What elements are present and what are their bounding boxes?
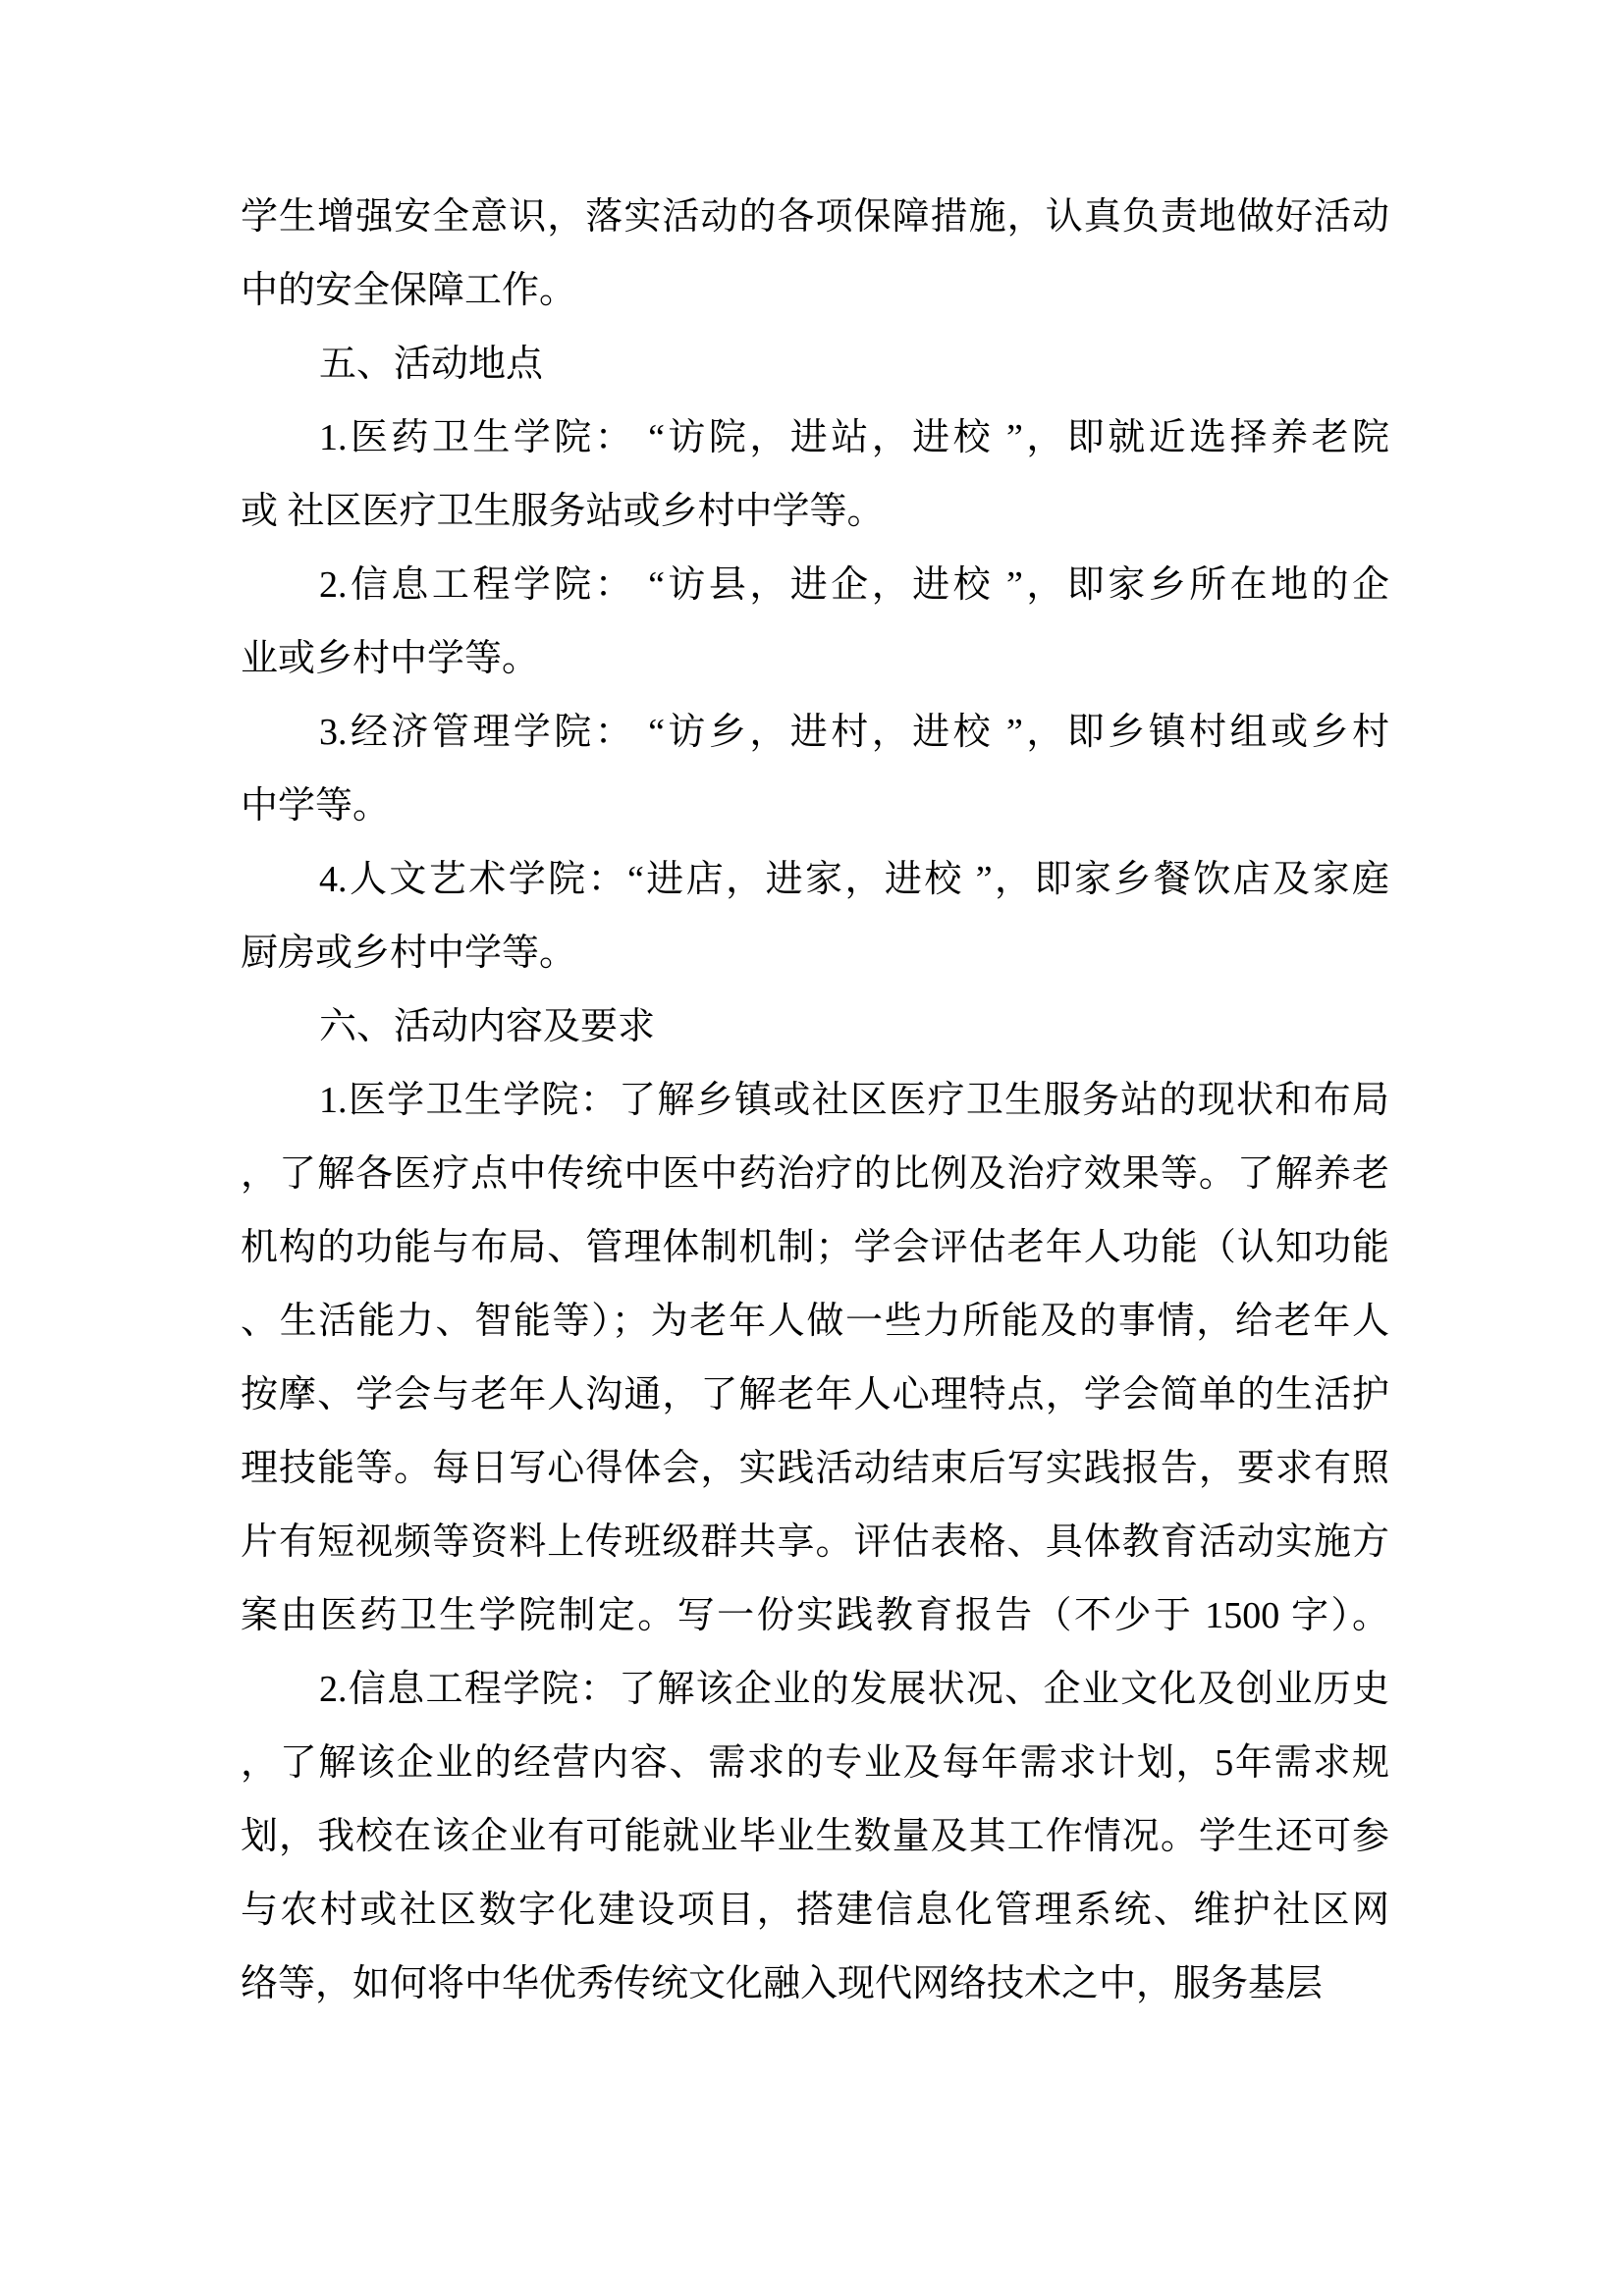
- text-line-4: 1.医药卫生学院： “访院，进站，进校 ”，即就近选择养老院: [319, 417, 1389, 458]
- text-line-11: 厨房或乡村中学等。: [241, 933, 577, 974]
- text-line-14: ，了解各医疗点中传统中医中药治疗的比例及治疗效果等。了解养老: [241, 1153, 1389, 1195]
- text-line-2: 中的安全保障工作。: [241, 270, 577, 311]
- text-line-1: 学生增强安全意识，落实活动的各项保障措施，认真负责地做好活动: [241, 196, 1389, 238]
- text-line-20: 案由医药卫生学院制定。写一份实践教育报告（不少于 1500 字）。: [241, 1595, 1389, 1636]
- text-line-9: 中学等。: [241, 785, 391, 827]
- section-heading-5: 五、活动地点: [319, 344, 544, 385]
- text-line-19: 片有短视频等资料上传班级群共享。评估表格、具体教育活动实施方: [241, 1522, 1389, 1563]
- document-text-block: [241, 181, 1389, 2021]
- text-line-22: ，了解该企业的经营内容、需求的专业及每年需求计划，5年需求规: [241, 1742, 1389, 1784]
- text-line-24: 与农村或社区数字化建设项目，搭建信息化管理系统、维护社区网: [241, 1890, 1389, 1931]
- text-line-18: 理技能等。每日写心得体会，实践活动结束后写实践报告，要求有照: [241, 1448, 1389, 1489]
- text-line-10: 4.人文艺术学院：“进店，进家，进校 ”，即家乡餐饮店及家庭: [319, 859, 1389, 900]
- text-line-7: 业或乡村中学等。: [241, 638, 540, 679]
- text-line-5: 或 社区医疗卫生服务站或乡村中学等。: [241, 491, 885, 532]
- text-line-13: 1.医学卫生学院：了解乡镇或社区医疗卫生服务站的现状和布局: [319, 1080, 1389, 1121]
- text-line-16: 、生活能力、智能等）；为老年人做一些力所能及的事情，给老年人: [241, 1301, 1389, 1342]
- text-line-8: 3.经济管理学院： “访乡，进村，进校 ”，即乡镇村组或乡村: [319, 712, 1389, 753]
- text-line-21: 2.信息工程学院：了解该企业的发展状况、企业文化及创业历史: [319, 1669, 1389, 1710]
- text-line-15: 机构的功能与布局、管理体制机制；学会评估老年人功能（认知功能: [241, 1227, 1389, 1268]
- text-line-17: 按摩、学会与老年人沟通，了解老年人心理特点，学会简单的生活护: [241, 1374, 1389, 1415]
- section-heading-6: 六、活动内容及要求: [319, 1006, 656, 1047]
- text-line-23: 划，我校在该企业有可能就业毕业生数量及其工作情况。学生还可参: [241, 1816, 1389, 1857]
- text-line-6: 2.信息工程学院： “访县，进企，进校 ”，即家乡所在地的企: [319, 564, 1389, 606]
- text-line-25: 络等，如何将中华优秀传统文化融入现代网络技术之中，服务基层: [241, 1963, 1324, 2004]
